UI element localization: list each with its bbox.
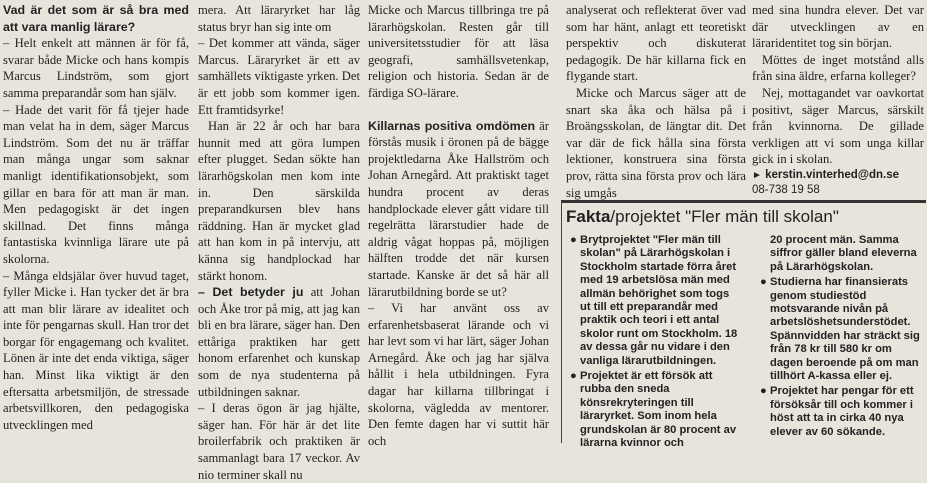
fact-list-item	[760, 276, 920, 383]
fact-list-item	[570, 370, 742, 450]
article-paragraph: med sina hundra elever. Det var där utvecklingen av en läraridentitet tog sin början.	[752, 3, 924, 51]
article-paragraph-with-lead	[198, 284, 360, 400]
author-email[interactable]: kerstin.vinterhed@dn.se	[765, 168, 900, 181]
article-column-4	[566, 2, 746, 198]
article-paragraph: – I deras ögon är jag hjälte, säger han. För här är det lite broilerfabrik och praktiken är sammanlagt bara 17 veckor. Av nio terminer skall nu	[198, 401, 360, 482]
article-paragraph: analyserat och reflekterat över vad som har hänt, anlagt ett teoretiskt perspektiv och diskuterat pedagogik. De här killarna fick en flygande start.	[566, 3, 746, 84]
article-intro-question: Vad är det som är så bra med att vara manlig lärare?	[3, 3, 189, 34]
fact-text: Studierna har finansierats genom studiestöd motsvarande nivån på arbetslöshetsunderstödet. Spännvidden har sträckt sig från 78 kr till 580 kr om dagen beroende på om man tillhört A-kassa eller ej.	[770, 276, 920, 383]
fact-continuation: 20 procent män. Samma siffror gäller bland eleverna på Lärarhögskolan.	[770, 234, 917, 273]
paragraph-body: Att praktiskt taget hundra procent av deras handplockade elever gått vidare till regelrätta lärarstudier hade de aldrig vågat hoppas på, möjligen hälften trodde det när kursen startade. Kanske är det så här all lärarutbildning borde se ut?	[368, 168, 549, 299]
article-paragraph-with-subhead	[368, 118, 549, 301]
author-signature	[752, 168, 924, 198]
article-paragraph: Nej, mottagandet var oavkortat positivt, säger Marcus, särskilt från kvinnorna. De gillade verkligen att vi som unga killar gick in i skolan.	[752, 85, 924, 167]
article-paragraph: Micke och Marcus tillbringa tre på lärarhögskolan. Resten går till universitetsstudier för att läsa geografi, samhällsvetenkap, religion och historia. Sedan är de färdiga SO-lärare.	[368, 3, 549, 100]
article-paragraph: – Helt enkelt att männen är för få, svarar både Micke och hans kompis Marcus Lindström, som gjort samma preparandår som han själv.	[3, 36, 189, 100]
article-paragraph: – Hade det varit för få tjejer hade man velat ha in dem, säger Marcus Lindström. Som det nu är träffar man många ungar som saknar manligt identifikationsobjekt, som gillar en bara för att man är man. Men pedagogiskt är det ingen skillnad. Det finns många fantastiska kvinnliga lärare ute på skolorna.	[3, 102, 189, 266]
bullet-icon: ●	[570, 370, 577, 383]
article-paragraph: – Vi har använt oss av erfarenhetsbaserat lärande och vi har levt som vi har lärt, säger Johan Arnegård. Åke och jag har själva hållit i hela utbildningen. Fyra dagar har killarna tillbringat i skolorna, vägledda av mentorer. Den femte dagen har vi suttit här och	[368, 301, 549, 448]
article-column-1	[3, 2, 189, 443]
fact-box-column-2	[760, 234, 920, 441]
article-paragraph: – Många eldsjälar över huvud taget, fyller Micke i. Han tycker det är bra att man blir lärare av idealitet och inte för pengarnas skull. Han tror det borgar för engagemang och kvalitet. Lönen är inte det enda viktiga, säger han. Minst lika viktigt är den eftersatta arbetsmiljön, de stressade arbetsvillkoren, den pedagogiska utvecklingen med	[3, 268, 189, 432]
fact-box-title	[566, 206, 924, 229]
fact-list-item	[570, 234, 742, 368]
subheading-body: är förstås musik i öronen på de bägge projektledarna Åke Hallström och Johan Arnegård.	[368, 118, 550, 183]
paragraph-body: att Johan och Åke tror på mig, att jag kan bli en bra lärare, säger han. Den ettåriga praktiken har gett honom erfarenhet och kunskap som de nya studenterna på utbildningen saknar.	[198, 285, 360, 399]
paragraph-bold-lead: – Det betyder ju	[198, 285, 304, 300]
author-phone: 08-738 19 58	[752, 183, 820, 196]
fact-box	[561, 200, 926, 450]
article-paragraph: Möttes de inget motstånd alls från sina äldre, erfarna kolleger?	[752, 52, 924, 84]
article-column-5	[752, 2, 924, 198]
bullet-icon: ●	[570, 234, 577, 246]
subheading: Killarnas positiva omdömen	[368, 118, 536, 133]
fact-box-title-rest: /projektet "Fler män till skolan"	[610, 207, 839, 226]
article-paragraph: mera. Att läraryrket har låg status bryr han sig inte om	[198, 3, 360, 34]
fact-text: Projektet är ett försök att rubba den sneda könsrekryteringen till läraryrket. Som inom hela grundskolan är 80 procent av lärarna kvinnor och	[580, 370, 737, 450]
article-paragraph: Micke och Marcus säger att de snart ska åka och hälsa på i Broängsskolan, de längtar dit. Det var där de fick hålla sina första lektioner, konstruera sina första prov, rätta sina första prov och lära sig umgås	[566, 85, 746, 200]
article-column-2	[198, 2, 360, 482]
fact-box-column-1	[570, 234, 742, 450]
fact-box-title-bold: Fakta	[566, 207, 611, 226]
fact-text: Projektet har pengar för ett försöksår till och kommer i höst att ta in cirka 40 nya elever av 60 sökande.	[770, 385, 914, 438]
bullet-icon: ●	[760, 385, 767, 398]
article-column-3	[368, 2, 550, 448]
bullet-icon: ●	[760, 276, 767, 289]
article-paragraph: – Det kommer att vända, säger Marcus. Läraryrket är ett av samhällets viktigaste yrken. Det är ett jobb som kommer igen. Ett framtidsyrke!	[198, 36, 360, 117]
fact-list-item	[760, 385, 920, 439]
article-paragraph: Han är 22 år och har bara hunnit med att göra lumpen efter plugget. Sedan sökte han lärarhögskolan men kom inte in. Den särskilda preparandkursen blev hans räddning. Han är mycket glad att han kom in på intervju, att känna sig handplockad har stärkt honom.	[198, 119, 360, 283]
arrow-right-icon: ►	[752, 169, 762, 181]
fact-text: Brytprojektet "Fler män till skolan" på Lärarhögskolan i Stockholm startade förra året med 19 arbetslösa män med allmän behörighet som togs ut till ett preparandår med praktik och teori i ett antal skolor runt om Stockholm. 18 av dessa går nu vidare i den vanliga lärarutbildningen.	[580, 234, 738, 367]
